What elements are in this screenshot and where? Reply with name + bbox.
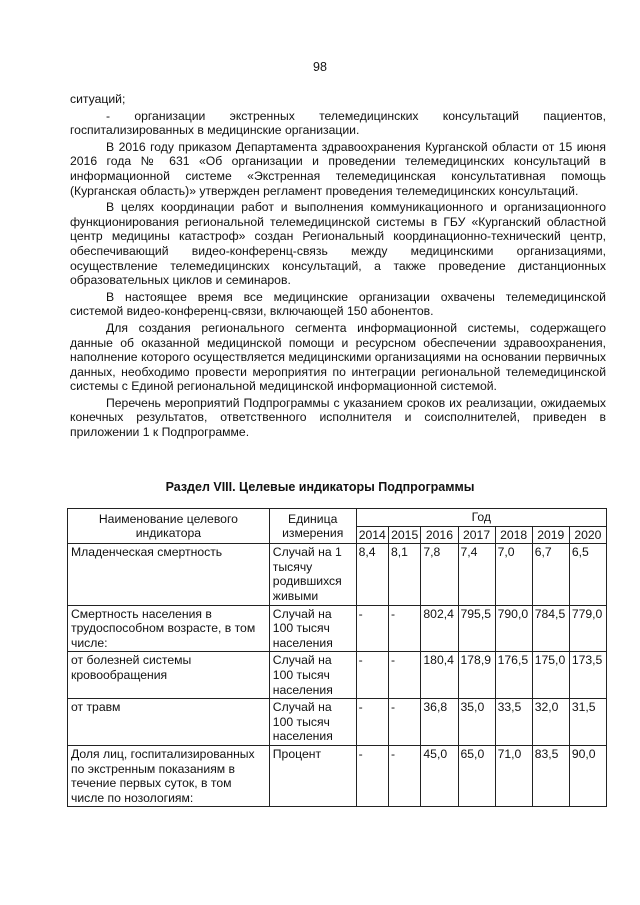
value-cell: 176,5 [495, 652, 532, 699]
indicator-name: от травм [68, 699, 270, 746]
value-cell: - [388, 745, 420, 806]
indicator-name: Смертность населения в трудоспособном возрасте, в том числе: [68, 605, 270, 652]
year-2018: 2018 [495, 526, 532, 544]
paragraph: Для создания регионального сегмента информационной системы, содержащего данные об оказанной медицинской помощи и ресурсном обеспечении здравоохранения, наполнение которого осуществляется медицинскими организациями на основании первичных данных, необходимо провести мероприятия по интеграции региональной телемедицинской системы с Единой региональной медицинской информационной системой. [70, 320, 606, 394]
paragraph: Перечень мероприятий Подпрограммы с указанием сроков их реализации, ожидаемых конечных результатов, ответственного исполнителя и соисполнителей, приведен в приложении 1 к Подпрограмме. [70, 395, 606, 440]
paragraph: В настоящее время все медицинские организации охвачены телемедицинской системой видео-конференц-связи, включающей 150 абонентов. [70, 289, 606, 319]
value-cell: 71,0 [495, 745, 532, 806]
page-number: 98 [313, 60, 327, 74]
value-cell: 784,5 [532, 605, 569, 652]
value-cell: 6,7 [532, 544, 569, 605]
value-cell: 175,0 [532, 652, 569, 699]
value-cell: 32,0 [532, 699, 569, 746]
paragraph: ситуаций; [70, 92, 126, 106]
value-cell: 802,4 [421, 605, 458, 652]
value-cell: 65,0 [458, 745, 495, 806]
value-cell: 90,0 [569, 745, 606, 806]
table-row [68, 745, 607, 806]
value-cell: 6,5 [569, 544, 606, 605]
body-text [70, 92, 606, 442]
indicator-unit: Процент [269, 745, 356, 806]
value-cell: 83,5 [532, 745, 569, 806]
value-cell: 180,4 [421, 652, 458, 699]
value-cell: - [356, 605, 388, 652]
value-cell: 45,0 [421, 745, 458, 806]
value-cell: 8,1 [388, 544, 420, 605]
indicator-unit: Случай на 100 тысяч населения [269, 605, 356, 652]
header-indicator-name: Наименование целевого индикатора [68, 509, 270, 544]
table-header-row [68, 509, 607, 527]
value-cell: 7,8 [421, 544, 458, 605]
indicator-name: Младенческая смертность [68, 544, 270, 605]
year-2017: 2017 [458, 526, 495, 544]
value-cell: - [356, 745, 388, 806]
indicator-name: от болезней системы кровообращения [68, 652, 270, 699]
year-2015: 2015 [388, 526, 420, 544]
value-cell: 8,4 [356, 544, 388, 605]
table-row [68, 544, 607, 605]
paragraph: - организации экстренных телемедицинских консультаций пациентов, госпитализированных в медицинские организации. [70, 108, 606, 138]
paragraph: В целях координации работ и выполнения коммуникационного и организационного функционирования региональной телемедицинской системы в ГБУ «Курганский областной центр медицины катастроф» создан Региональный координационно-технический центр, обеспечивающий видео-конференц-связь между медицинскими организациями, осуществление телемедицинских консультаций, а также проведение дистанционных образовательных циклов и семинаров. [70, 200, 606, 288]
indicator-unit: Случай на 100 тысяч населения [269, 699, 356, 746]
value-cell: 31,5 [569, 699, 606, 746]
value-cell: - [388, 605, 420, 652]
value-cell: 178,9 [458, 652, 495, 699]
table-row [68, 652, 607, 699]
value-cell: 35,0 [458, 699, 495, 746]
value-cell: 779,0 [569, 605, 606, 652]
value-cell: 33,5 [495, 699, 532, 746]
value-cell: - [356, 652, 388, 699]
paragraph: В 2016 году приказом Департамента здравоохранения Курганской области от 15 июня 2016 года № 631 «Об организации и проведении телемедицинских консультаций в информационной системе «Экстренная телемедицинская консультативная помощь (Курганская область)» утвержден регламент проведения телемедицинских консультаций. [70, 139, 606, 198]
section-title: Раздел VIII. Целевые индикаторы Подпрограммы [165, 480, 475, 494]
header-year: Год [356, 509, 606, 527]
year-2019: 2019 [532, 526, 569, 544]
year-2020: 2020 [569, 526, 606, 544]
value-cell: - [388, 699, 420, 746]
value-cell: 790,0 [495, 605, 532, 652]
year-2014: 2014 [356, 526, 388, 544]
value-cell: 7,4 [458, 544, 495, 605]
indicator-unit: Случай на 1 тысячу родившихся живыми [269, 544, 356, 605]
value-cell: 795,5 [458, 605, 495, 652]
indicator-unit: Случай на 100 тысяч населения [269, 652, 356, 699]
indicator-name: Доля лиц, госпитализированных по экстренным показаниям в течение первых суток, в том числе по нозологиям: [68, 745, 270, 806]
indicators-table [67, 508, 607, 807]
table-row [68, 605, 607, 652]
value-cell: 173,5 [569, 652, 606, 699]
value-cell: - [388, 652, 420, 699]
value-cell: 7,0 [495, 544, 532, 605]
table-row [68, 699, 607, 746]
value-cell: 36,8 [421, 699, 458, 746]
year-2016: 2016 [421, 526, 458, 544]
value-cell: - [356, 699, 388, 746]
header-unit: Единица измерения [269, 509, 356, 544]
